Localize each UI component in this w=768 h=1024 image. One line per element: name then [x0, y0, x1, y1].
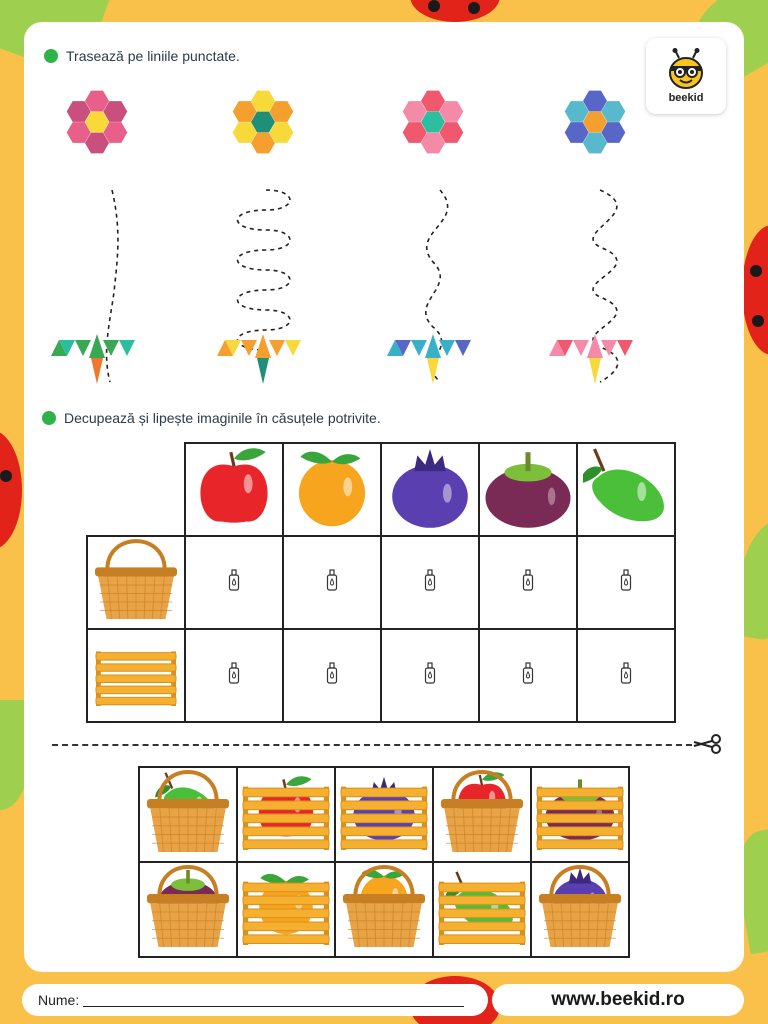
sticker-apple-crate[interactable] — [237, 767, 335, 862]
round-basket-icon — [91, 537, 181, 623]
sorting-grid — [86, 442, 676, 723]
sticker-row — [139, 862, 629, 957]
ladybug-decoration — [410, 0, 500, 22]
leaf-triangle — [103, 340, 119, 356]
ladybug-decoration — [0, 430, 22, 550]
apple-in-round-basket-icon — [435, 768, 529, 856]
leaf-triangle — [617, 340, 633, 356]
sticker-orange-crate[interactable] — [237, 862, 335, 957]
orange-in-crate-icon — [239, 863, 333, 951]
trace-flower-4 — [540, 82, 650, 392]
bullet-icon — [44, 49, 58, 63]
apple-icon — [191, 444, 277, 530]
leaf-triangle — [241, 340, 257, 356]
blueberry-icon — [387, 444, 473, 530]
glue-icon — [424, 569, 436, 591]
apple-in-crate-icon — [239, 768, 333, 856]
crate-icon — [91, 630, 181, 716]
dotted-trace-line[interactable] — [238, 190, 291, 350]
leaf-triangle — [411, 340, 427, 356]
drop-cell[interactable] — [479, 536, 577, 629]
sticker-blueberry-crate[interactable] — [335, 767, 433, 862]
website-badge[interactable] — [492, 984, 744, 1016]
glue-icon — [326, 569, 338, 591]
ladybug-decoration — [742, 225, 768, 355]
leaf-triangle — [89, 334, 105, 358]
drop-cell[interactable] — [185, 536, 283, 629]
sticker-blueberry-round-basket[interactable] — [531, 862, 629, 957]
worksheet-page — [24, 22, 744, 972]
leaf-triangle — [427, 358, 439, 384]
glue-icon — [522, 662, 534, 684]
leaf-triangle — [269, 340, 285, 356]
leaf-triangle — [455, 340, 471, 356]
glue-icon — [522, 569, 534, 591]
drop-cell[interactable] — [381, 629, 479, 722]
drop-cell[interactable] — [283, 629, 381, 722]
row-label-crate — [87, 629, 185, 722]
trace-flower-2 — [208, 82, 318, 392]
leaf-triangle — [91, 358, 103, 384]
name-field[interactable] — [22, 984, 488, 1016]
leaf-triangle — [119, 340, 135, 356]
name-line[interactable] — [83, 993, 464, 1007]
glue-icon — [228, 662, 240, 684]
row-label-basket — [87, 536, 185, 629]
leaf-triangle — [439, 340, 455, 356]
drop-cell[interactable] — [577, 536, 675, 629]
glue-icon — [228, 569, 240, 591]
fruit-cell-mango — [577, 443, 675, 536]
leaf-triangle — [425, 334, 441, 358]
fruit-cell-blueberry — [381, 443, 479, 536]
sticker-apple-round-basket[interactable] — [433, 767, 531, 862]
sticker-mango-crate[interactable] — [433, 862, 531, 957]
fruit-cell-apple — [185, 443, 283, 536]
grid-corner — [87, 443, 185, 536]
mango-in-round-basket-icon — [141, 768, 235, 856]
leaf-triangle — [601, 340, 617, 356]
trace-flower-1 — [42, 82, 152, 392]
row-round-basket — [87, 536, 675, 629]
beekid-logo — [646, 38, 726, 114]
drop-cell[interactable] — [479, 629, 577, 722]
mangosteen-in-crate-icon — [533, 768, 627, 856]
mango-in-crate-icon — [435, 863, 529, 951]
row-crate — [87, 629, 675, 722]
instruction-trace — [44, 48, 240, 64]
fruit-cell-orange — [283, 443, 381, 536]
scissors-icon — [692, 732, 722, 756]
instruction-trace-text: Trasează pe liniile punctate. — [66, 48, 240, 64]
blueberry-in-crate-icon — [337, 768, 431, 856]
leaf-triangle — [285, 340, 301, 356]
bullet-icon — [42, 411, 56, 425]
sticker-mango-round-basket[interactable] — [139, 767, 237, 862]
orange-in-round-basket-icon — [337, 863, 431, 951]
glue-icon — [620, 662, 632, 684]
glue-icon — [326, 662, 338, 684]
leaf-triangle — [589, 358, 601, 384]
trace-flower-3 — [378, 82, 488, 392]
drop-cell[interactable] — [185, 629, 283, 722]
blueberry-in-round-basket-icon — [533, 863, 627, 951]
website-link[interactable]: www.beekid.ro — [551, 989, 685, 1010]
logo-text: beekid — [668, 92, 704, 104]
drop-cell[interactable] — [381, 536, 479, 629]
instruction-cut-text: Decupează și lipește imaginile în căsuțele potrivite. — [64, 410, 381, 426]
sticker-row — [139, 767, 629, 862]
mango-icon — [583, 444, 669, 530]
mangosteen-in-round-basket-icon — [141, 863, 235, 951]
leaf-triangle — [255, 334, 271, 358]
sticker-orange-round-basket[interactable] — [335, 862, 433, 957]
fruit-header-row — [87, 443, 675, 536]
orange-icon — [289, 444, 375, 530]
leaf-triangle — [75, 340, 91, 356]
instruction-cut — [42, 410, 381, 426]
leaf-triangle — [587, 334, 603, 358]
fruit-cell-mangosteen — [479, 443, 577, 536]
glue-icon — [620, 569, 632, 591]
name-label: Nume: — [38, 992, 80, 1008]
glue-icon — [424, 662, 436, 684]
bee-icon — [665, 48, 707, 90]
cut-line — [52, 744, 692, 746]
drop-cell[interactable] — [283, 536, 381, 629]
leaf-triangle — [573, 340, 589, 356]
mangosteen-icon — [485, 444, 571, 530]
cutout-stickers — [138, 766, 630, 958]
drop-cell[interactable] — [577, 629, 675, 722]
sticker-mangosteen-crate[interactable] — [531, 767, 629, 862]
sticker-mangosteen-round-basket[interactable] — [139, 862, 237, 957]
leaf-triangle — [257, 358, 269, 384]
